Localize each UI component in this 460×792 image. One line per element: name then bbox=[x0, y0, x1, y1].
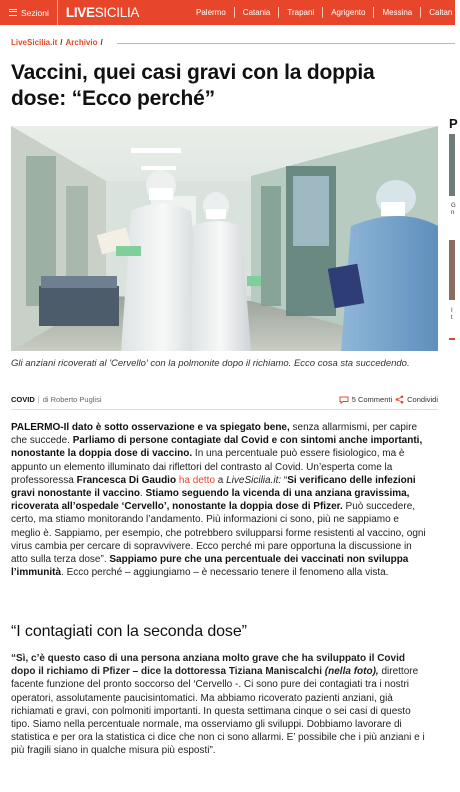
share-label: Condividi bbox=[407, 395, 438, 404]
city-link-palermo[interactable]: Palermo bbox=[188, 7, 235, 18]
breadcrumb-separator: / bbox=[60, 38, 63, 47]
sidebar-text-2[interactable]: I t bbox=[451, 308, 453, 321]
category-link[interactable]: COVID bbox=[11, 395, 35, 404]
city-nav bbox=[188, 0, 460, 25]
meta-divider bbox=[11, 409, 438, 410]
sidebar-thumbnail-1[interactable] bbox=[449, 134, 455, 196]
article-paragraph-1: PALERMO-Il dato è sotto osservazione e va spiegato bene, senza allarmismi, per capire che succede. Parliamo di persone contagiate dal Covid e con sintomi anche importanti, nonostante la doppia dose di vaccino. In una percentuale può essere fisiologico, ma è appunto un elemento illuminato dai riflettori del contrasto al Covid. Un’esperta come la professoressa Francesca Di Gaudio ha detto a LiveSicilia.it: “Si verificano delle infezioni gravi nonostante il vaccino. Stiamo seguendo la vicenda di una anziana gravissima, ricoverata all’ospedale ‘Cervello’, nonostante la doppia dose di Pfizer. Può succedere, certo, ma stiamo monitorando l’andamento. Più informazioni ci sono, più ne sappiamo e meglio è. Sappiamo, per esempio, che potrebbero svilupparsi forme resistenti al vaccino, ogni virus cambia per cercare di sopravvivere. Ecco perché mi pare opportuna la discussione in atto sulla terza dose”. Sappiamo pure che una percentuale dei vaccinati non sviluppa l’immunità. Ecco perché – aggiungiamo – è necessario tenere il fenomeno alla vista. bbox=[11, 422, 426, 579]
breadcrumb-archive-link[interactable]: Archivio bbox=[65, 38, 98, 47]
sidebar-thumbnail-2[interactable] bbox=[449, 240, 455, 300]
comment-bubble-icon bbox=[339, 396, 349, 404]
breadcrumb-divider bbox=[117, 43, 455, 44]
hamburger-icon bbox=[9, 9, 17, 16]
section-subheading: “I contagiati con la seconda dose” bbox=[11, 623, 247, 640]
meta-separator: | bbox=[37, 395, 40, 404]
article-title: Vaccini, quei casi gravi con la doppia dose: “Ecco perché” bbox=[11, 61, 375, 110]
breadcrumb-home-link[interactable]: LiveSicilia.it bbox=[11, 38, 58, 47]
article-paragraph-2: “Sì, c’è questo caso di una persona anziana molto grave che ha sviluppato il Covid dopo il richiamo di Pfizer – dice la dottoressa Tiziana Maniscalchi (nella foto), direttore facente funzione del pronto soccorso del ‘Cervello -. Ci sono pure dei contagiati tra i nostri operatori, assolutamente paucisintomatici. Ma abbiamo ricoverato pazienti anziani, già richiamati e gravi, con polmoniti importanti. In questa settimana cinque o sei casi di questo tipo. Siamo nella percentuale normale, ma osserviamo gli sviluppi. Dobbiamo lavorare di statistica e per ora la statistica ci dice che non ci sono allarmi. E’ possibile che i più anziani e i più fragili siano in qualche misura più esposti”. bbox=[11, 653, 425, 757]
sidebar-heading-peek: P bbox=[449, 116, 458, 131]
author-byline[interactable]: di Roberto Puglisi bbox=[42, 395, 102, 404]
city-link-agrigento[interactable]: Agrigento bbox=[323, 7, 374, 18]
sections-menu-label: Sezioni bbox=[21, 7, 49, 18]
top-navigation-bar bbox=[0, 0, 455, 25]
hospital-corridor-image bbox=[11, 126, 438, 351]
city-link-caltanissetta[interactable]: Caltan bbox=[429, 8, 453, 17]
sections-menu-button[interactable] bbox=[0, 0, 58, 25]
city-link-trapani[interactable]: Trapani bbox=[279, 7, 323, 18]
sidebar-accent-line bbox=[449, 338, 455, 340]
meta-actions bbox=[336, 395, 438, 404]
site-logo[interactable]: LIVESICILIA bbox=[65, 5, 140, 20]
city-link-messina[interactable]: Messina bbox=[374, 7, 421, 18]
breadcrumb-separator: / bbox=[100, 38, 103, 47]
comments-link[interactable] bbox=[339, 395, 392, 404]
sidebar-text-1[interactable]: G n bbox=[451, 203, 456, 216]
article-meta bbox=[11, 395, 438, 404]
ha-detto-link[interactable]: ha detto bbox=[176, 474, 215, 486]
comments-count: 5 Commenti bbox=[351, 395, 393, 404]
breadcrumb bbox=[11, 38, 106, 47]
share-icon bbox=[395, 395, 404, 404]
article-photo bbox=[11, 126, 438, 351]
photo-caption: Gli anziani ricoverati al 'Cervello' con la polmonite dopo il richiamo. Ecco cosa sta succedendo. bbox=[11, 358, 410, 369]
share-button[interactable] bbox=[395, 395, 438, 404]
city-link-catania[interactable]: Catania bbox=[235, 7, 280, 18]
